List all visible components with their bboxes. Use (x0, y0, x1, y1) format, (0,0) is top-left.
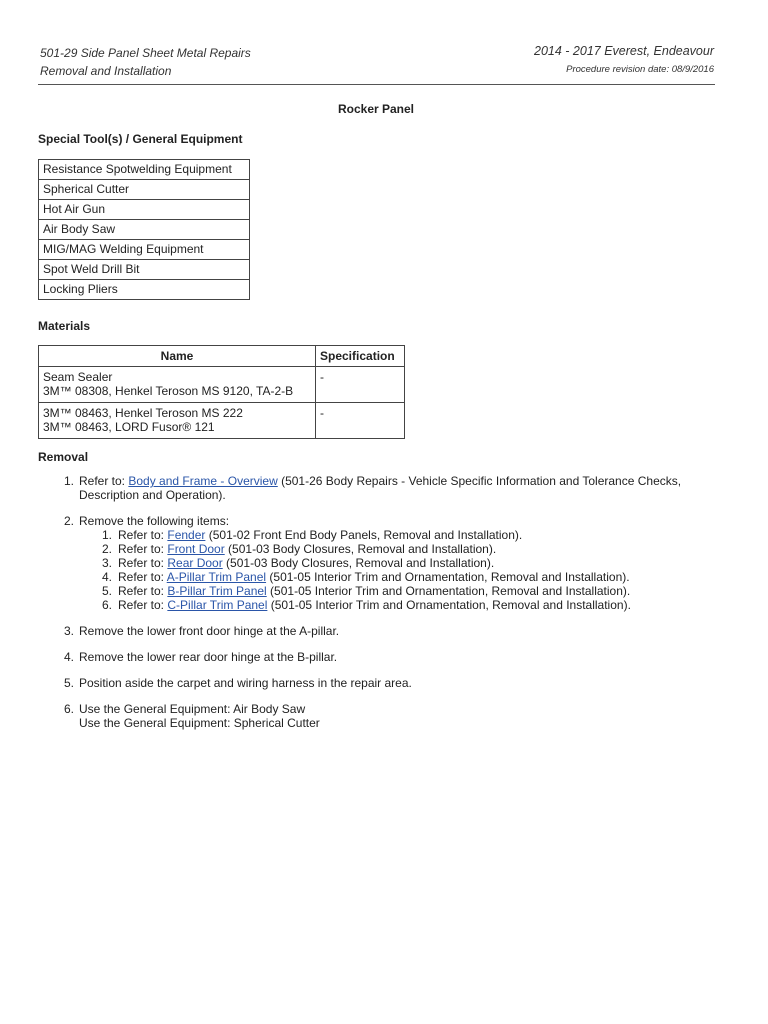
header-divider (38, 84, 715, 85)
step-number: 2. (64, 514, 75, 528)
tool-cell: Resistance Spotwelding Equipment (39, 160, 250, 180)
sub-step (102, 598, 704, 612)
material-line: Seam Sealer (43, 370, 113, 384)
material-spec-cell: - (316, 403, 405, 439)
table-row (39, 260, 250, 280)
sub-step (102, 542, 704, 556)
col-header-specification: Specification (316, 346, 405, 367)
step-text: Remove the following items: (79, 514, 230, 528)
table-row (39, 403, 405, 439)
table-header-row (39, 346, 405, 367)
sub-step-number: 4. (102, 570, 113, 584)
sub-step (102, 556, 704, 570)
col-header-name: Name (39, 346, 316, 367)
material-name-cell (39, 403, 316, 439)
step-number: 6. (64, 702, 75, 716)
step-line: Use the General Equipment: Air Body Saw (79, 702, 306, 716)
removal-heading: Removal (38, 450, 89, 464)
removal-steps (64, 474, 704, 742)
sub-step-prefix: Refer to: (118, 570, 167, 584)
sub-step (102, 570, 704, 584)
step-suffix: (501-26 Body Repairs - Vehicle Specific Information and Tolerance Checks, Description and Operation). (79, 474, 682, 502)
step-4 (64, 650, 704, 664)
link-b-pillar-trim-panel[interactable]: B-Pillar Trim Panel (167, 584, 267, 598)
step-5 (64, 676, 704, 690)
step-number: 1. (64, 474, 75, 488)
header-subsection: Removal and Installation (40, 64, 172, 78)
table-row (39, 160, 250, 180)
step-text: Remove the lower rear door hinge at the B-pillar. (79, 650, 338, 664)
step-line: Use the General Equipment: Spherical Cutter (79, 716, 320, 730)
sub-step-suffix: (501-02 Front End Body Panels, Removal and Installation). (205, 528, 523, 542)
link-body-and-frame-overview[interactable]: Body and Frame - Overview (128, 474, 278, 488)
materials-table (38, 345, 405, 439)
link-c-pillar-trim-panel[interactable]: C-Pillar Trim Panel (167, 598, 268, 612)
material-line: 3M™ 08463, LORD Fusor® 121 (43, 420, 215, 434)
step-3 (64, 624, 704, 638)
page-title: Rocker Panel (337, 102, 415, 116)
table-row (39, 367, 405, 403)
sub-step-suffix: (501-05 Interior Trim and Ornamentation, Removal and Installation). (266, 570, 630, 584)
sub-step-suffix: (501-03 Body Closures, Removal and Installation). (224, 542, 497, 556)
tool-cell: MIG/MAG Welding Equipment (39, 240, 250, 260)
table-row (39, 240, 250, 260)
header-vehicle: 2014 - 2017 Everest, Endeavour (534, 44, 714, 58)
step-text: Position aside the carpet and wiring harness in the repair area. (79, 676, 412, 690)
step-prefix: Refer to: (79, 474, 129, 488)
step-number: 5. (64, 676, 75, 690)
header-left (40, 44, 251, 80)
sub-step-number: 6. (102, 598, 113, 612)
sub-step-prefix: Refer to: (118, 598, 168, 612)
table-row (39, 200, 250, 220)
step-2 (64, 514, 704, 612)
material-line: 3M™ 08463, Henkel Teroson MS 222 (43, 406, 243, 420)
sub-step-prefix: Refer to: (118, 528, 168, 542)
step-number: 3. (64, 624, 75, 638)
tool-cell: Hot Air Gun (39, 200, 250, 220)
tool-cell: Spot Weld Drill Bit (39, 260, 250, 280)
table-row (39, 180, 250, 200)
sub-step-prefix: Refer to: (118, 542, 168, 556)
step-text: Remove the lower front door hinge at the A-pillar. (79, 624, 340, 638)
sub-step-suffix: (501-05 Interior Trim and Ornamentation, Removal and Installation). (267, 598, 631, 612)
link-front-door[interactable]: Front Door (167, 542, 225, 556)
tools-heading: Special Tool(s) / General Equipment (38, 132, 243, 146)
tool-cell: Locking Pliers (39, 280, 250, 300)
tool-cell: Air Body Saw (39, 220, 250, 240)
tools-table (38, 159, 250, 300)
sub-step-number: 2. (102, 542, 113, 556)
materials-heading: Materials (38, 319, 91, 333)
sub-step-suffix: (501-05 Interior Trim and Ornamentation, Removal and Installation). (266, 584, 631, 598)
header-right (534, 43, 714, 78)
link-rear-door[interactable]: Rear Door (167, 556, 223, 570)
sub-step-number: 1. (102, 528, 113, 542)
sub-step-suffix: (501-03 Body Closures, Removal and Installation). (222, 556, 495, 570)
link-a-pillar-trim-panel[interactable]: A-Pillar Trim Panel (166, 570, 267, 584)
sub-step (102, 528, 704, 542)
link-fender[interactable]: Fender (167, 528, 206, 542)
header-section: 501-29 Side Panel Sheet Metal Repairs (40, 46, 251, 60)
material-name-cell (39, 367, 316, 403)
sub-step (102, 584, 704, 598)
tool-cell: Spherical Cutter (39, 180, 250, 200)
step-6 (64, 702, 704, 730)
material-line: 3M™ 08308, Henkel Teroson MS 9120, TA-2-B (43, 384, 294, 398)
sub-step-prefix: Refer to: (118, 556, 168, 570)
sub-step-number: 3. (102, 556, 113, 570)
table-row (39, 220, 250, 240)
step-1 (64, 474, 704, 502)
table-row (39, 280, 250, 300)
material-spec-cell: - (316, 367, 405, 403)
sub-step-number: 5. (102, 584, 113, 598)
header-revision-date: Procedure revision date: 08/9/2016 (566, 64, 714, 75)
step-number: 4. (64, 650, 75, 664)
sub-step-prefix: Refer to: (118, 584, 168, 598)
